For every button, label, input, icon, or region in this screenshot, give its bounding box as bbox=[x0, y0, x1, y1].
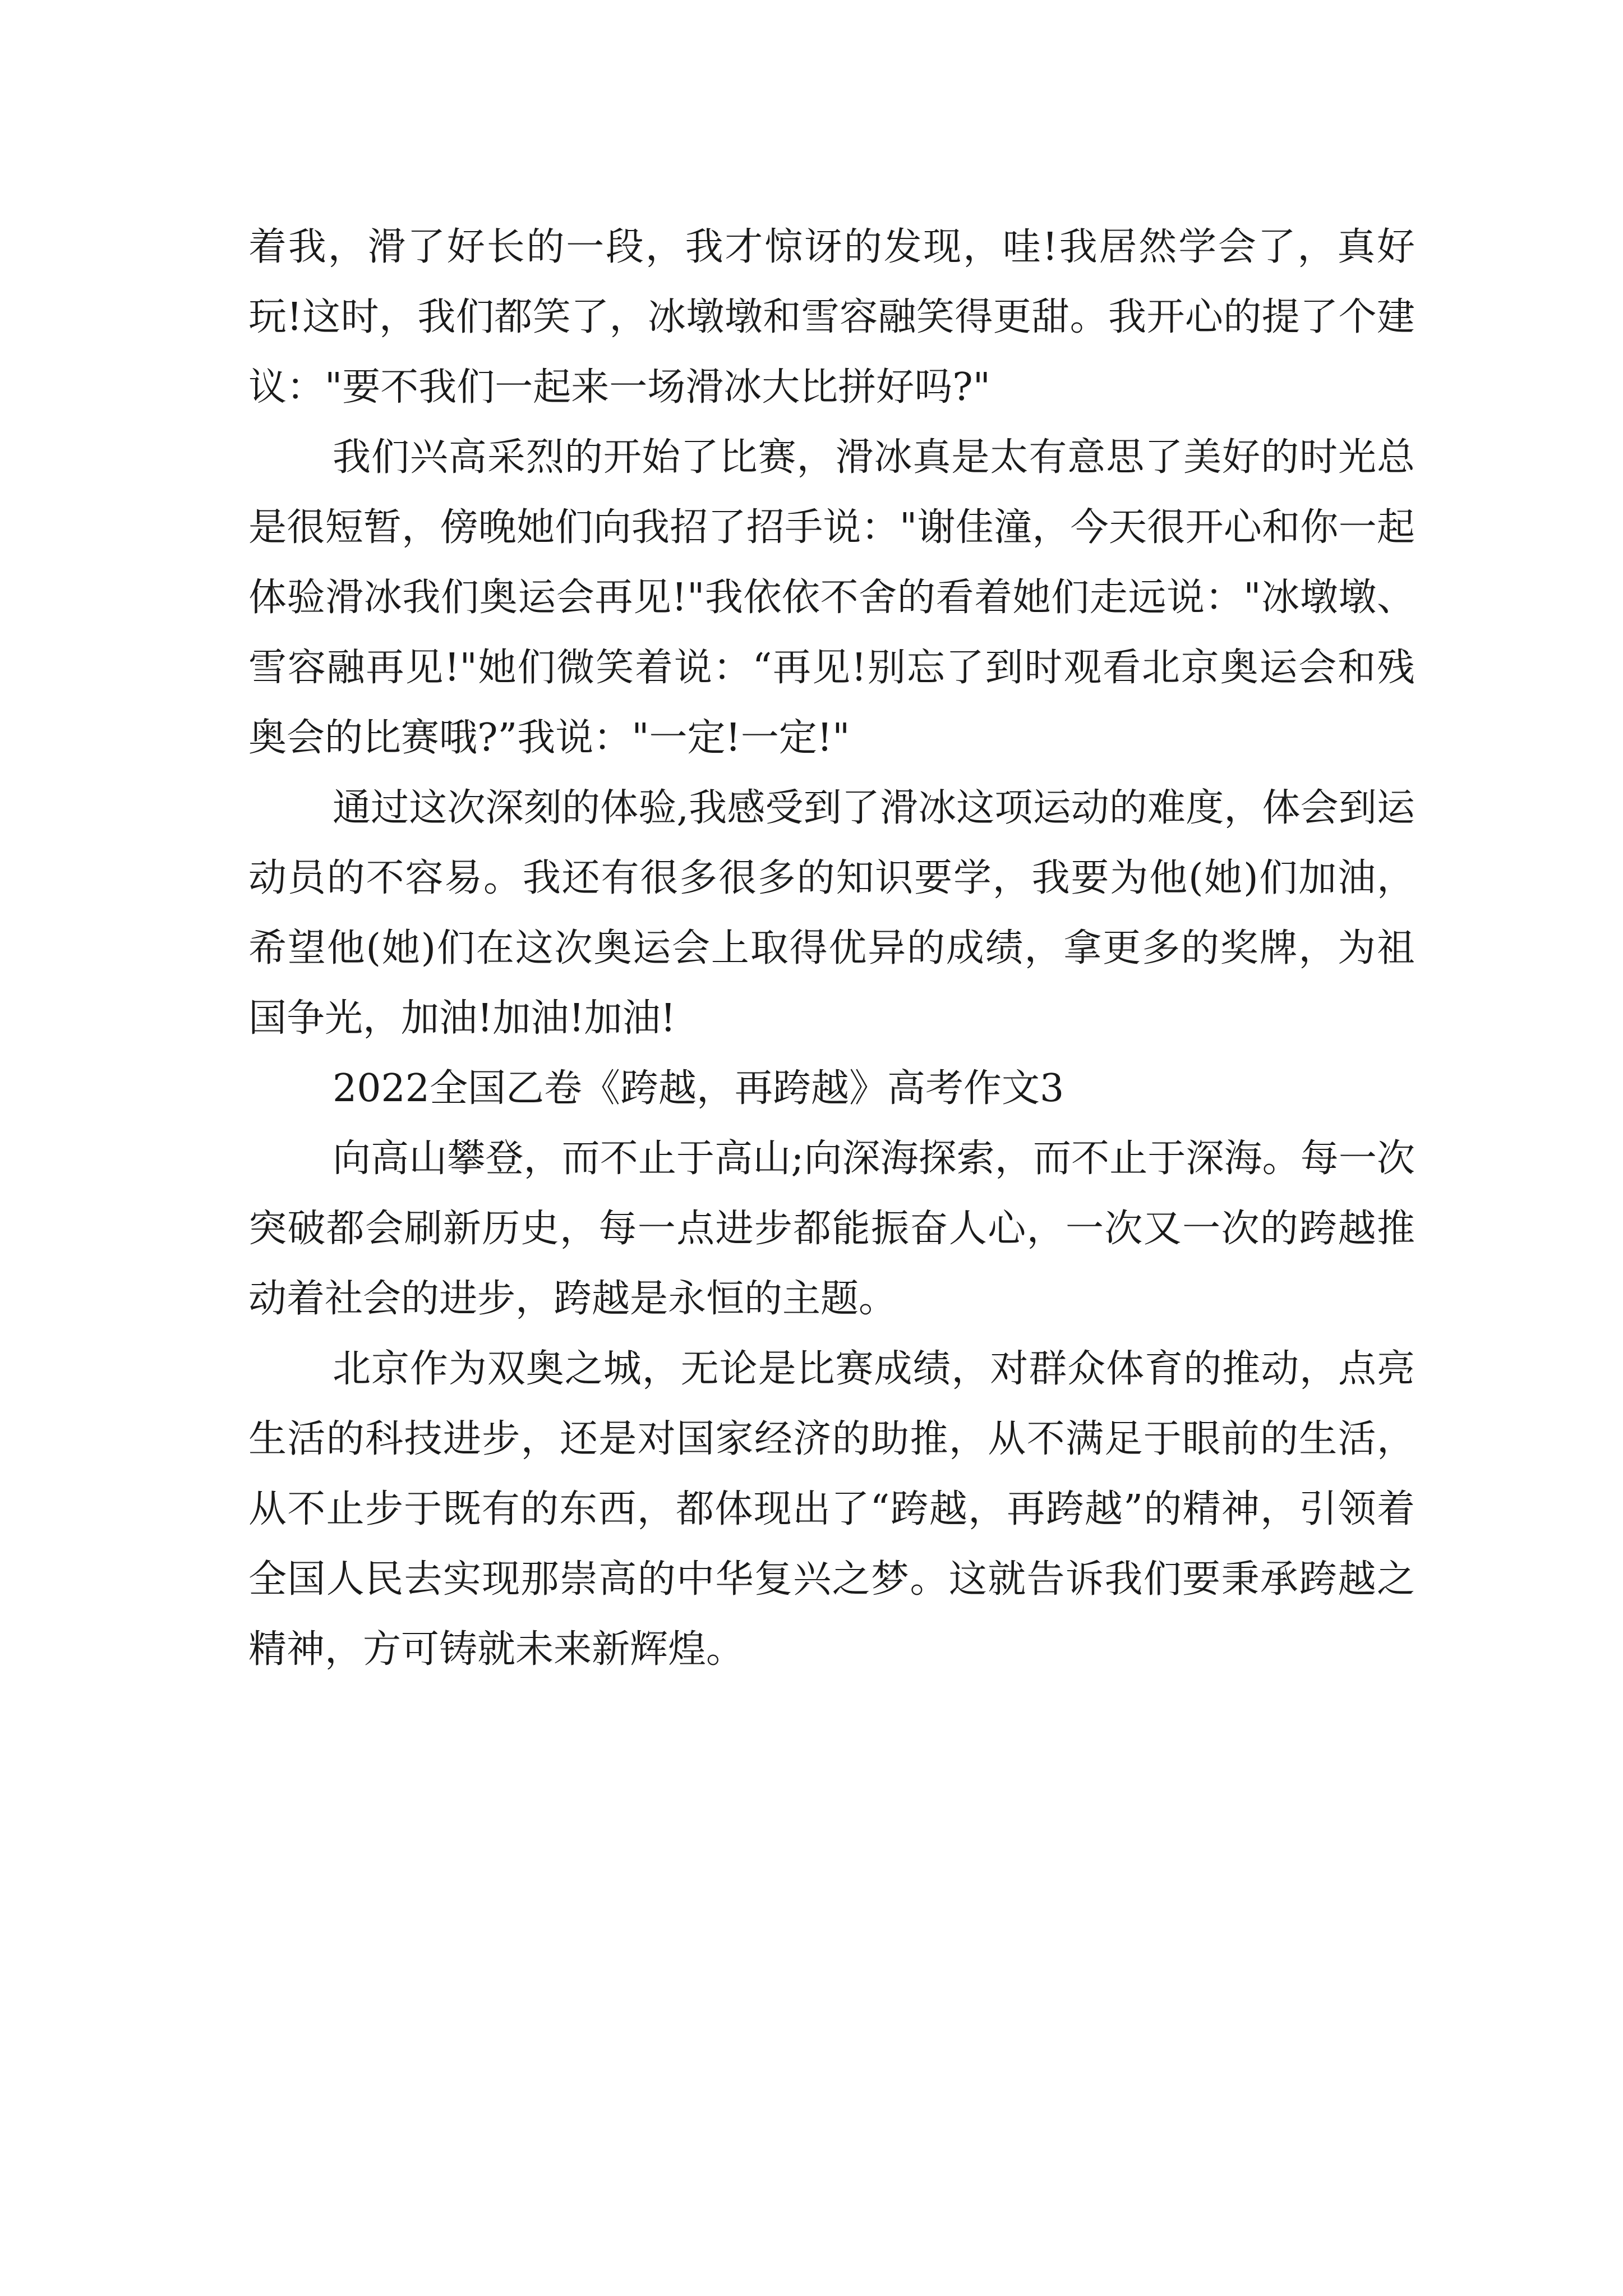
essay-body bbox=[248, 212, 1415, 1685]
paragraph: 通过这次深刻的体验,我感受到了滑冰这项运动的难度，体会到运动员的不容易。我还有很多很多的知识要学，我要为他(她)们加油，希望他(她)们在这次奥运会上取得优异的成绩，拿更多的奖牌，为祖国争光，加油!加油!加油! bbox=[248, 786, 1415, 1041]
paragraph: 向高山攀登，而不止于高山;向深海探索，而不止于深海。每一次突破都会刷新历史，每一点进步都能振奋人心，一次又一次的跨越推动着社会的进步，跨越是永恒的主题。 bbox=[248, 1137, 1415, 1321]
paragraph-continued: 着我，滑了好长的一段，我才惊讶的发现，哇!我居然学会了，真好玩!这时，我们都笑了，冰墩墩和雪容融笑得更甜。我开心的提了个建议："要不我们一起来一场滑冰大比拼好吗?" bbox=[248, 225, 1415, 409]
essay-heading: 2022全国乙卷《跨越，再跨越》高考作文3 bbox=[333, 1066, 1064, 1111]
paragraph: 我们兴高采烈的开始了比赛，滑冰真是太有意思了美好的时光总是很短暂，傍晚她们向我招了招手说："谢佳潼，今天很开心和你一起体验滑冰我们奥运会再见!"我依依不舍的看着她们走远说："冰墩墩、雪容融再见!"她们微笑着说：“再见!别忘了到时观看北京奥运会和残奥会的比赛哦?”我说："一定!一定!" bbox=[248, 435, 1415, 760]
paragraph: 北京作为双奥之城，无论是比赛成绩，对群众体育的推动，点亮生活的科技进步，还是对国家经济的助推，从不满足于眼前的生活，从不止步于既有的东西，都体现出了“跨越，再跨越”的精神，引领着全国人民去实现那崇高的中华复兴之梦。这就告诉我们要秉承跨越之精神，方可铸就未来新辉煌。 bbox=[248, 1347, 1415, 1672]
